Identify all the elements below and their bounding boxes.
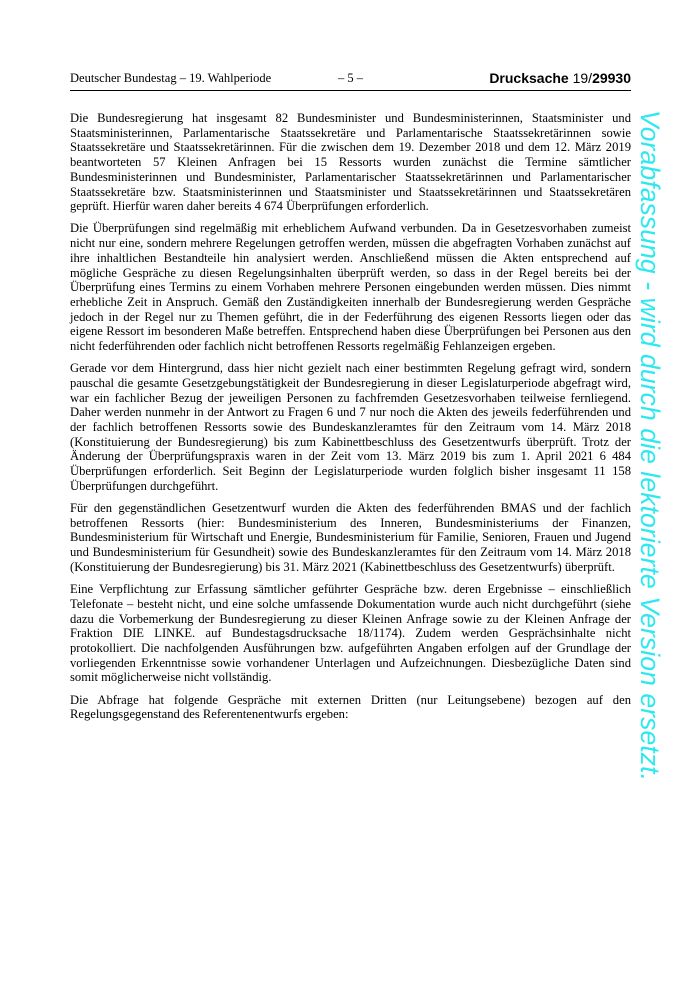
draft-watermark: Vorabfassung - wird durch die lektorierte Version ersetzt. [635,110,665,782]
paragraph: Die Überprüfungen sind regelmäßig mit erheblichem Aufwand verbunden. Da in Gesetzesvorhaben zumeist nicht nur eine, sondern mehrere Regelungen getroffen werden, müssen die abgefragten Vorhaben zunächst auf ihre inhaltlichen Bestandteile hin analysiert werden. Anschließend müssen die Akten entsprechend auf mögliche Gespräche zu diesen Regelungsinhalten überprüft werden, so dass in der Regel bereits bei der Überprüfung eines Termins zu einem Vorhaben mehrere Personen eingebunden werden müssen. Dies nimmt erhebliche Zeit in Anspruch. Gemäß den Zuständigkeiten innerhalb der Bundesregierung werden Gespräche jedoch in der Regel nur zu Themen geführt, die in der Federführung des eigenen Ressorts liegen oder das eigene Ressort im besonderen Maße betreffen. Entsprechend haben diese Überprüfungen bei Personen aus den nicht federführenden oder fachlich nicht betroffenen Ressorts regelmäßig Fehlanzeigen ergeben. [70,221,631,354]
page-header [70,71,631,89]
paragraph: Gerade vor dem Hintergrund, dass hier nicht gezielt nach einer bestimmten Regelung gefragt wird, sondern pauschal die gesamte Gesetzgebungstätigkeit der Bundesregierung in dieser Legislaturperiode abgefragt wird, war ein fachlicher Bezug der jeweiligen Personen zu fachfremden Gesetzesvorhaben teilweise fernliegend. Daher werden nunmehr in der Antwort zu Fragen 6 und 7 nur noch die Akten des jeweils federführenden und der fachlich betroffenen Ressorts sowie des Bundeskanzleramtes für den Zeitraum vom 14. März 2018 (Konstituierung der Bundesregierung) bis zum Kabinettbeschluss des Gesetzentwurfs überprüft. Trotz der Änderung der Überprüfungspraxis waren in der Zeit vom 13. März 2019 bis zum 1. April 2021 6 484 Überprüfungen erforderlich. Seit Beginn der Legislaturperiode wurden folglich bisher insgesamt 11 158 Überprüfungen durchgeführt. [70,361,631,493]
doc-number-prefix: 19/ [572,70,593,86]
paragraph: Die Abfrage hat folgende Gespräche mit externen Dritten (nur Leitungsebene) bezogen auf den Regelungsgegenstand des Referentenentwurfs ergeben: [70,692,631,722]
doc-number-suffix: 29930 [592,70,631,86]
body-text [70,111,631,729]
paragraph: Eine Verpflichtung zur Erfassung sämtlicher geführter Gespräche bzw. deren Ergebnisse – einschließlich Telefonate – besteht nicht, und eine solche umfassende Dokumentation wurde auch nicht durchgeführt (siehe dazu die Vorbemerkung der Bundesregierung zu dieser Kleinen Anfrage sowie zu der Kleinen Anfrage der Fraktion DIE LINKE. auf Bundestagsdrucksache 18/1174). Zudem werden Gesprächsinhalte nicht protokolliert. Die nachfolgenden Ausführungen bzw. aufgeführten Angaben erfolgen auf der Grundlage der vorliegenden Erkenntnisse sowie vorhandener Unterlagen und Aufzeichnungen. Diesbezügliche Daten sind somit möglicherweise nicht vollständig. [70,582,631,685]
document-number [489,70,631,86]
header-parliament-label: Deutscher Bundestag – 19. Wahlperiode [70,71,272,85]
doc-label: Drucksache [489,70,569,86]
page-number: – 5 – [338,71,363,85]
header-rule [70,90,631,91]
paragraph: Für den gegenständlichen Gesetzentwurf wurden die Akten des federführenden BMAS und der fachlich betroffenen Ressorts (hier: Bundesministerium des Inneren, Bundesministeriums der Finanzen, Bundesministerium für Wirtschaft und Energie, Bundesministerium für Familie, Senioren, Frauen und Jugend und Bundesministerium für Gesundheit) sowie des Bundeskanzleramtes für den Zeitraum vom 14. März 2018 (Konstituierung der Bundesregierung) bis 31. März 2021 (Kabinettbeschluss des Gesetzentwurfs) überprüft. [70,501,631,574]
paragraph: Die Bundesregierung hat insgesamt 82 Bundesminister und Bundesministerinnen, Staatsminister und Staatsministerinnen, Parlamentarische Staatssekretäre und Parlamentarische Staatssekretärinnen sowie Staatssekretäre und Staatssekretärinnen. Für die zwischen dem 19. Dezember 2018 und dem 12. März 2019 beantworteten 57 Kleinen Anfragen bei 15 Ressorts wurden zunächst die Termine sämtlicher Bundesministerinnen und Bundesminister, Parlamentarischer Staatssekretärinnen und Parlamentarischer Staatssekretäre bzw. Staatsministerinnen und Staatsminister und Staatssekretärinnen und Staatssekretären geprüft. Hierfür waren daher bereits 4 674 Überprüfungen erforderlich. [70,111,631,214]
